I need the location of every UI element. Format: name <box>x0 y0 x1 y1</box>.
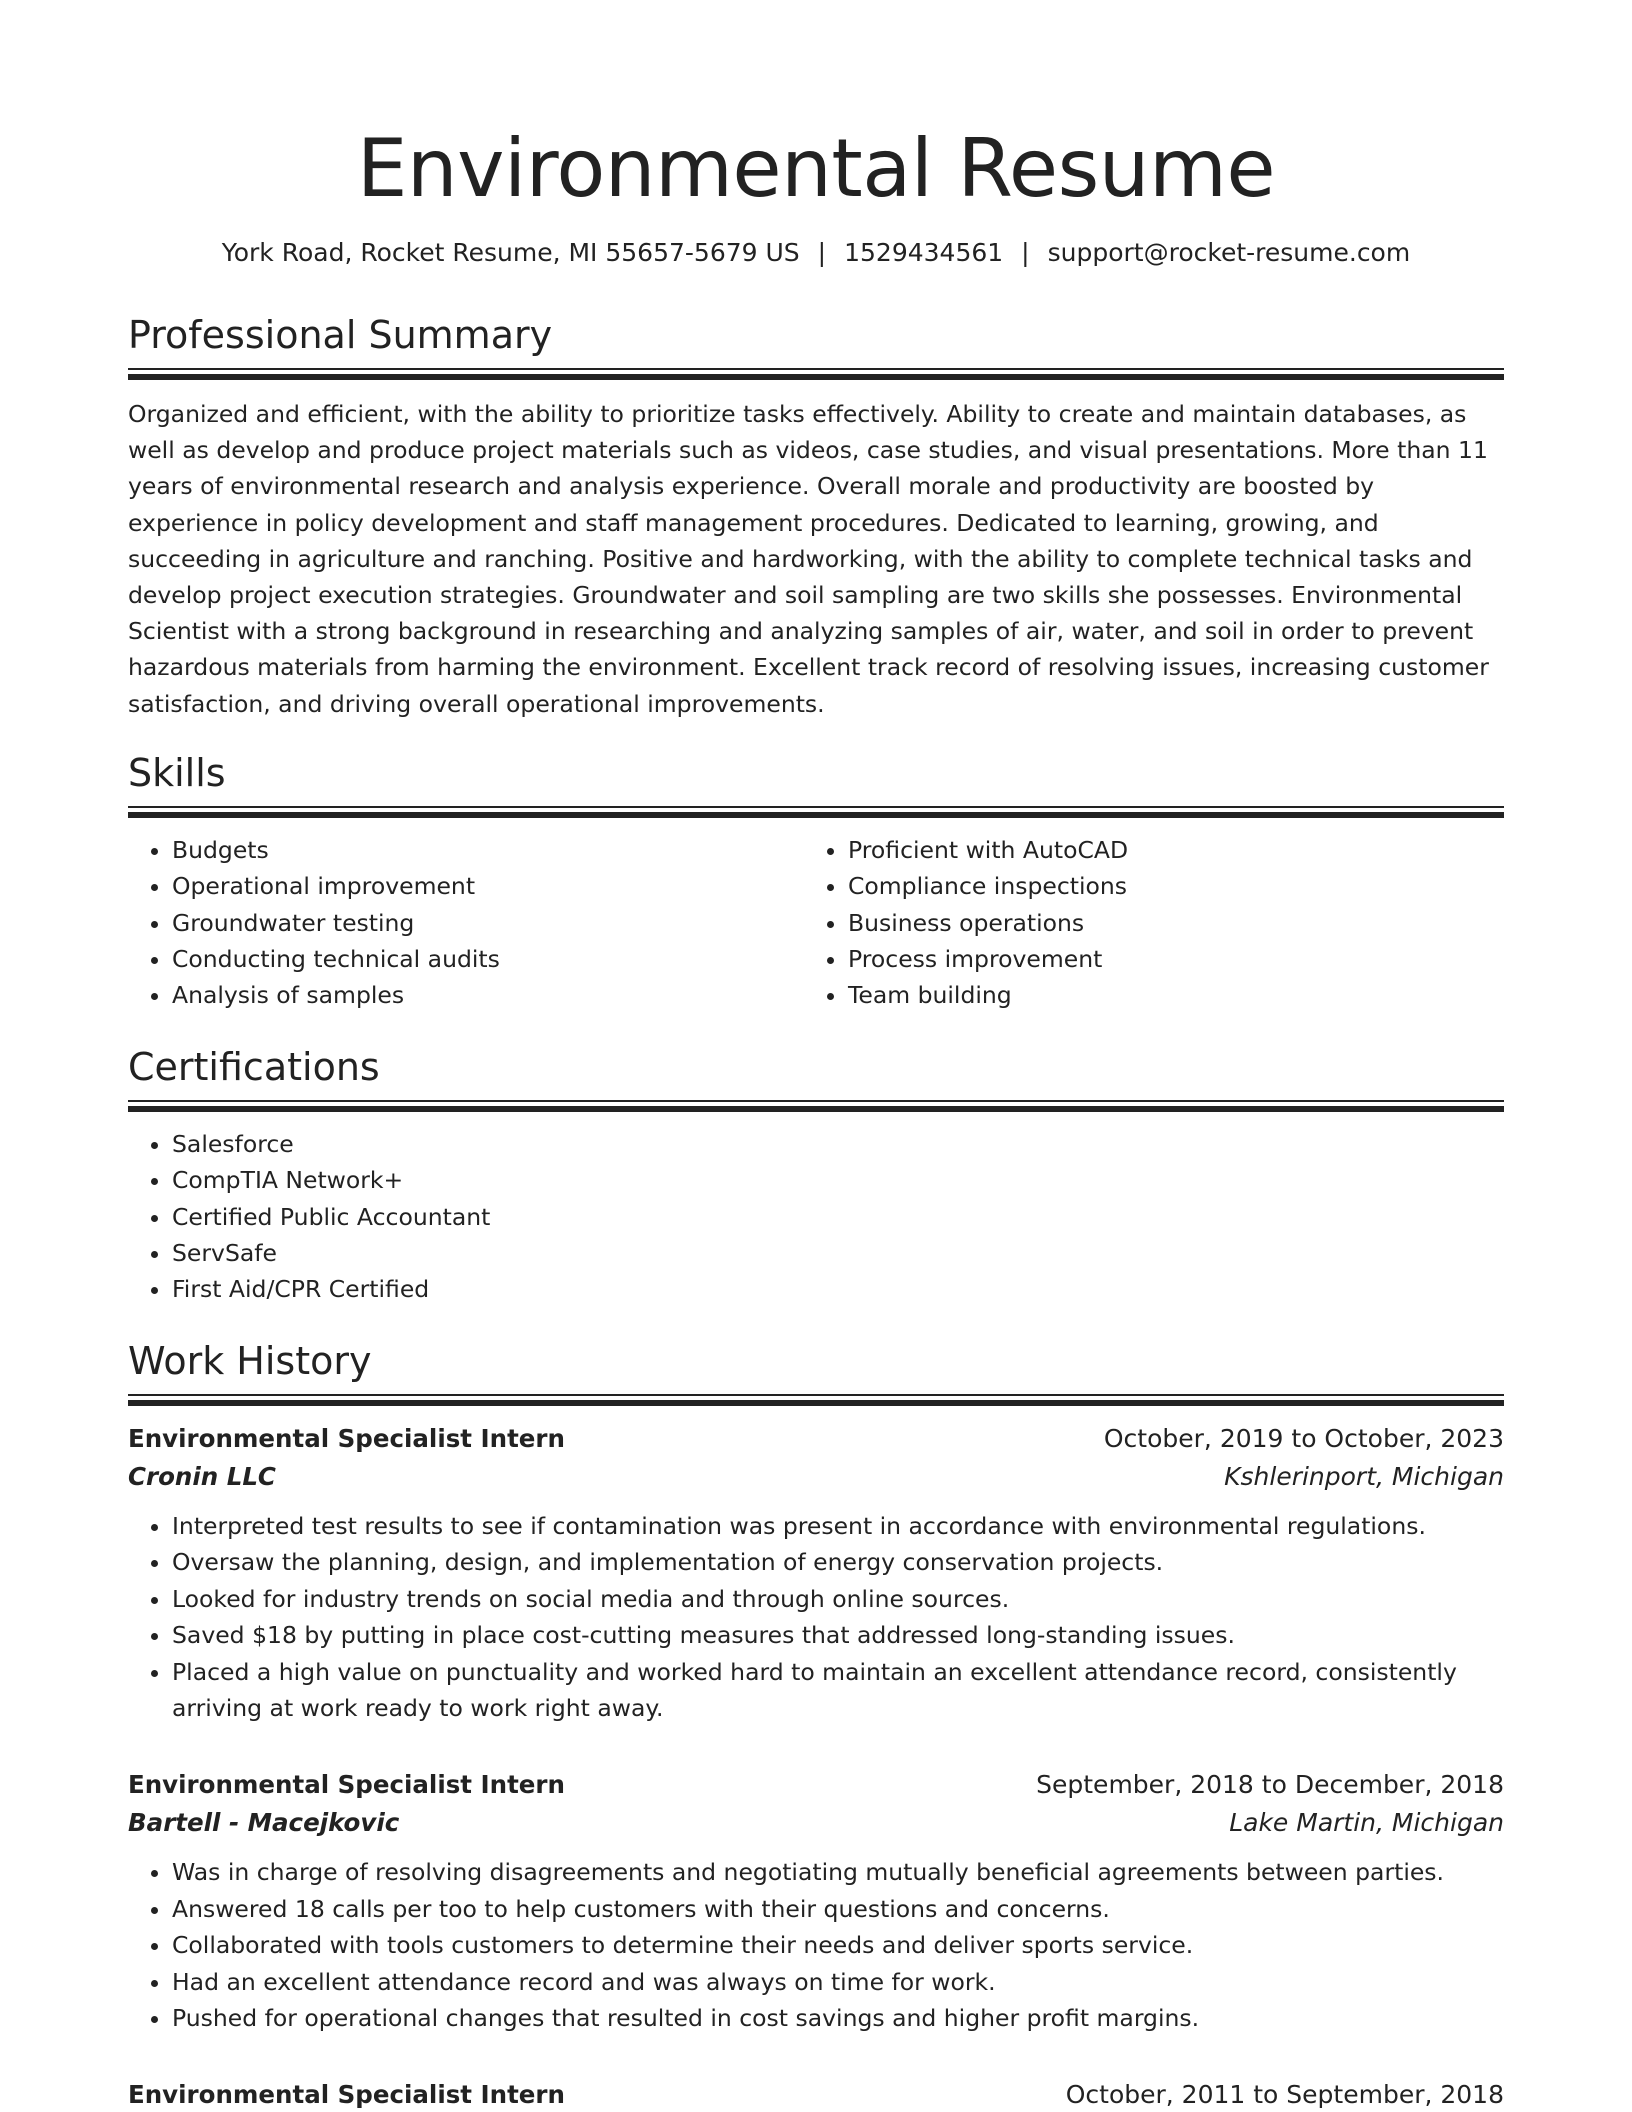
job-bullets <box>128 1854 1504 2036</box>
section-divider <box>128 368 1504 380</box>
job-bullet: • Oversaw the planning, design, and implementation of energy conservation projects. <box>172 1544 1504 1580</box>
job-bullet: • Placed a high value on punctuality and worked hard to maintain an excellent attendance record, consistently arriving at work ready to work right away. <box>172 1654 1504 1727</box>
skill-item: • Team building <box>848 977 1504 1013</box>
contact-line <box>128 238 1504 268</box>
job-company: Cronin LLC <box>128 1461 276 1491</box>
section-divider <box>128 1100 1504 1112</box>
contact-email[interactable]: support@rocket-resume.com <box>1047 238 1411 267</box>
contact-address: York Road, Rocket Resume, MI 55657-5679 US <box>221 238 800 267</box>
skill-item: • Analysis of samples <box>172 977 804 1013</box>
resume-name: Environmental Resume <box>356 122 1276 215</box>
skill-item: • Business operations <box>848 905 1504 941</box>
job-bullet: • Pushed for operational changes that resulted in cost savings and higher profit margins. <box>172 2000 1504 2036</box>
certification-item: • Salesforce <box>172 1126 1504 1162</box>
job-header-row <box>128 2076 1504 2112</box>
summary-text: Organized and efficient, with the ability to prioritize tasks effectively. Ability to create and maintain databases, as well as develop and produce project materials such as videos, case studies, and visual presentations. More than 11 years of environmental research and analysis experience. Overall morale and productivity are boosted by experience in policy development and staff management procedures. Dedicated to learning, growing, and succeeding in agriculture and ranching. Positive and hardworking, with the ability to complete technical tasks and develop project execution strategies. Groundwater and soil sampling are two skills she possesses. Environmental Scientist with a strong background in researching and analyzing samples of air, water, and soil in order to prevent hazardous materials from harming the environment. Excellent track record of resolving issues, increasing customer satisfaction, and driving overall operational improvements. <box>128 400 1489 718</box>
job-bullet: • Interpreted test results to see if contamination was present in accordance with environmental regulations. <box>172 1508 1504 1544</box>
section-work-history <box>128 1338 1504 2112</box>
contact-separator: | <box>817 238 827 267</box>
job-location: Kshlerinport, Michigan <box>1224 1461 1504 1491</box>
certification-item: • CompTIA Network+ <box>172 1162 1504 1198</box>
skill-item: • Conducting technical audits <box>172 941 804 977</box>
section-divider <box>128 1394 1504 1406</box>
job-header-row <box>128 1766 1504 1804</box>
skill-item: • Groundwater testing <box>172 905 804 941</box>
job-bullets <box>128 1508 1504 1726</box>
skill-item: • Process improvement <box>848 941 1504 977</box>
job-title: Environmental Specialist Intern <box>128 2080 565 2110</box>
certification-item: • Certified Public Accountant <box>172 1199 1504 1235</box>
skills-list-left <box>128 832 804 1014</box>
job-bullet: • Looked for industry trends on social media and through online sources. <box>172 1581 1504 1617</box>
job-company: Bartell - Macejkovic <box>128 1808 400 1838</box>
job-company-row <box>128 1804 1504 1842</box>
contact-phone: 1529434561 <box>844 238 1004 267</box>
contact-separator: | <box>1021 238 1030 267</box>
job-dates: October, 2011 to September, 2018 <box>1065 2080 1504 2110</box>
skill-item: • Budgets <box>172 832 804 868</box>
job-bullet: • Had an excellent attendance record and was always on time for work. <box>172 1964 1504 2000</box>
section-title-certifications: Certifications <box>128 1044 380 1089</box>
job-title: Environmental Specialist Intern <box>128 1770 565 1800</box>
section-title-summary: Professional Summary <box>128 313 553 357</box>
section-professional-summary <box>128 312 1504 722</box>
job-bullet: • Collaborated with tools customers to determine their needs and deliver sports service. <box>172 1927 1504 1963</box>
section-title-skills: Skills <box>128 750 226 795</box>
skill-item: • Compliance inspections <box>848 868 1504 904</box>
resume-page <box>128 0 1504 2112</box>
job-title: Environmental Specialist Intern <box>128 1423 565 1453</box>
job-entry <box>128 1420 1504 1726</box>
skills-grid <box>128 832 1504 1014</box>
skills-list-right <box>804 832 1504 1014</box>
job-location: Lake Martin, Michigan <box>1229 1808 1504 1838</box>
job-entry <box>128 2076 1504 2112</box>
job-bullet: • Saved $18 by putting in place cost-cutting measures that addressed long-standing issues. <box>172 1617 1504 1653</box>
certification-item: • First Aid/CPR Certified <box>172 1271 1504 1307</box>
job-bullet: • Was in charge of resolving disagreements and negotiating mutually beneficial agreements between parties. <box>172 1854 1504 1890</box>
job-company-row <box>128 1458 1504 1496</box>
job-dates: September, 2018 to December, 2018 <box>1036 1770 1504 1800</box>
certification-item: • ServSafe <box>172 1235 1504 1271</box>
skill-item: • Operational improvement <box>172 868 804 904</box>
section-skills <box>128 750 1504 1014</box>
job-header-row <box>128 1420 1504 1458</box>
job-dates: October, 2019 to October, 2023 <box>1103 1423 1504 1453</box>
section-divider <box>128 806 1504 818</box>
section-certifications <box>128 1044 1504 1308</box>
job-entry <box>128 1766 1504 2036</box>
certifications-list <box>128 1126 1504 1308</box>
job-bullet: • Answered 18 calls per too to help customers with their questions and concerns. <box>172 1891 1504 1927</box>
section-title-work-history: Work History <box>128 1338 372 1383</box>
skill-item: • Proficient with AutoCAD <box>848 832 1504 868</box>
